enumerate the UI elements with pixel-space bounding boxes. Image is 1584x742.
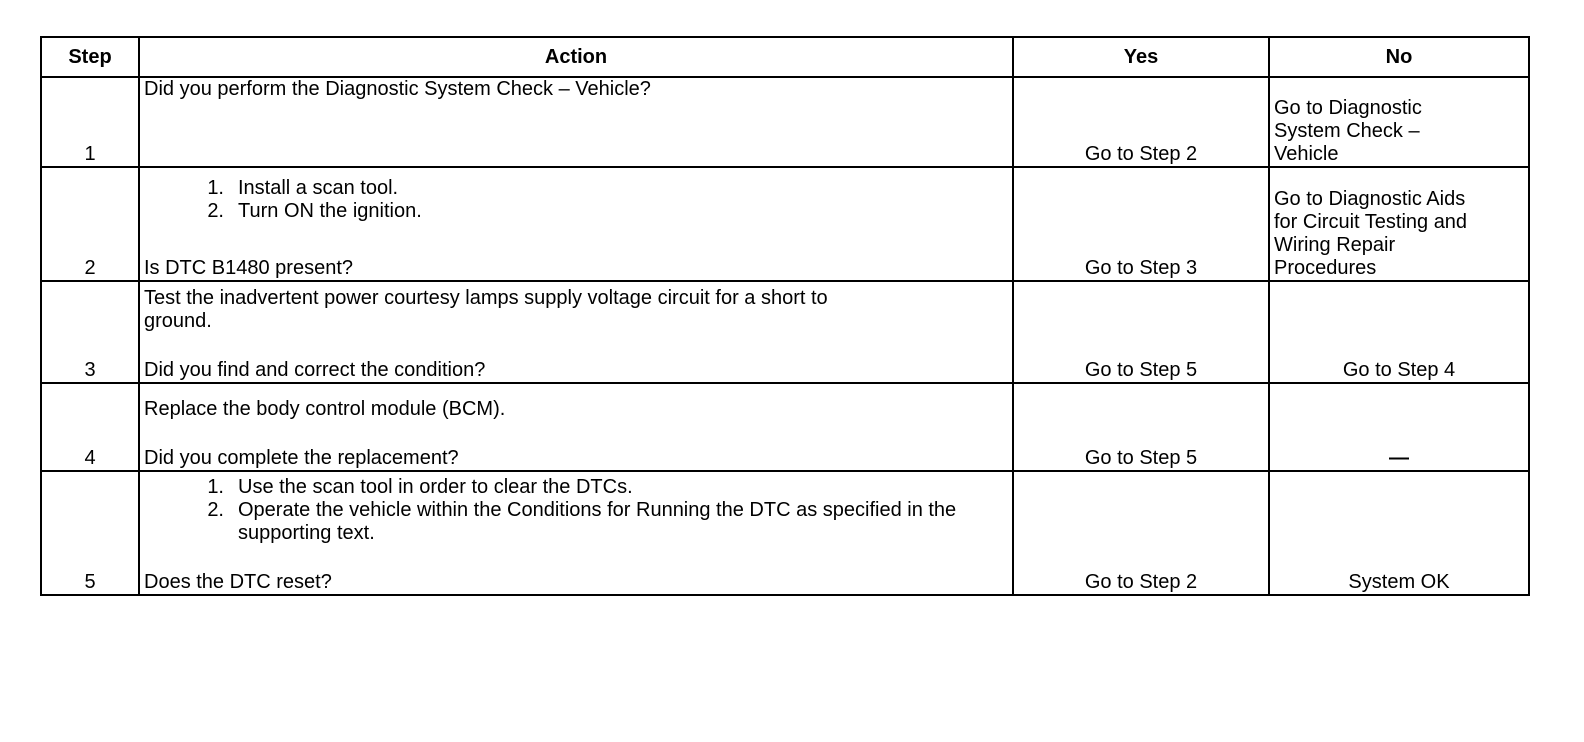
step-number: 4 <box>41 383 139 471</box>
list-item-number: 2. <box>207 499 224 521</box>
action-steps-list <box>144 177 1008 223</box>
list-item-text: Operate the vehicle within the Conditions for Running the DTC as specified in the supporting text. <box>238 499 957 544</box>
list-item <box>144 499 1008 545</box>
yes-cell: Go to Step 3 <box>1013 167 1269 281</box>
list-item-text: Install a scan tool. <box>238 177 399 199</box>
action-cell <box>139 383 1013 471</box>
diagnostic-table <box>40 36 1530 596</box>
action-question: Does the DTC reset? <box>144 571 332 593</box>
table-row <box>41 471 1529 595</box>
action-text-line: Test the inadvertent power courtesy lamps supply voltage circuit for a short to <box>144 287 828 309</box>
step-number: 2 <box>41 167 139 281</box>
no-line: Procedures <box>1274 257 1377 279</box>
action-text: Did you perform the Diagnostic System Check – Vehicle? <box>144 78 651 100</box>
yes-cell: Go to Step 2 <box>1013 471 1269 595</box>
no-line: Go to Diagnostic Aids <box>1274 188 1466 210</box>
step-number: 3 <box>41 281 139 383</box>
action-steps-list <box>144 476 1008 545</box>
action-text-line: ground. <box>144 310 212 332</box>
yes-cell: Go to Step 2 <box>1013 77 1269 167</box>
list-item <box>144 200 1008 223</box>
step-number: 1 <box>41 77 139 167</box>
action-cell <box>139 77 1013 167</box>
no-line: Vehicle <box>1274 143 1339 165</box>
no-cell <box>1269 77 1529 167</box>
action-text: Replace the body control module (BCM). <box>144 398 506 420</box>
table-header-row <box>41 37 1529 77</box>
header-step: Step <box>41 37 139 77</box>
action-question: Is DTC B1480 present? <box>144 257 353 279</box>
action-cell <box>139 471 1013 595</box>
no-line: Wiring Repair <box>1274 234 1396 256</box>
no-dash: — <box>1389 447 1409 469</box>
table-row <box>41 167 1529 281</box>
no-line: Go to Diagnostic <box>1274 97 1422 119</box>
list-item-text: Use the scan tool in order to clear the DTCs. <box>238 476 633 498</box>
header-action: Action <box>139 37 1013 77</box>
table-row <box>41 383 1529 471</box>
header-yes: Yes <box>1013 37 1269 77</box>
list-item-number: 1. <box>207 177 224 199</box>
no-line: System Check – <box>1274 120 1420 142</box>
no-cell <box>1269 383 1529 471</box>
action-cell <box>139 167 1013 281</box>
list-item <box>144 177 1008 200</box>
yes-cell: Go to Step 5 <box>1013 281 1269 383</box>
no-cell: Go to Step 4 <box>1269 281 1529 383</box>
list-item-number: 2. <box>207 200 224 222</box>
no-cell <box>1269 167 1529 281</box>
table-row <box>41 281 1529 383</box>
header-no: No <box>1269 37 1529 77</box>
yes-cell: Go to Step 5 <box>1013 383 1269 471</box>
action-question: Did you complete the replacement? <box>144 447 459 469</box>
step-number: 5 <box>41 471 139 595</box>
no-line: for Circuit Testing and <box>1274 211 1468 233</box>
action-cell <box>139 281 1013 383</box>
list-item-number: 1. <box>207 476 224 498</box>
table-row <box>41 77 1529 167</box>
action-question: Did you find and correct the condition? <box>144 359 486 381</box>
no-cell: System OK <box>1269 471 1529 595</box>
list-item <box>144 476 1008 499</box>
list-item-text: Turn ON the ignition. <box>238 200 422 222</box>
